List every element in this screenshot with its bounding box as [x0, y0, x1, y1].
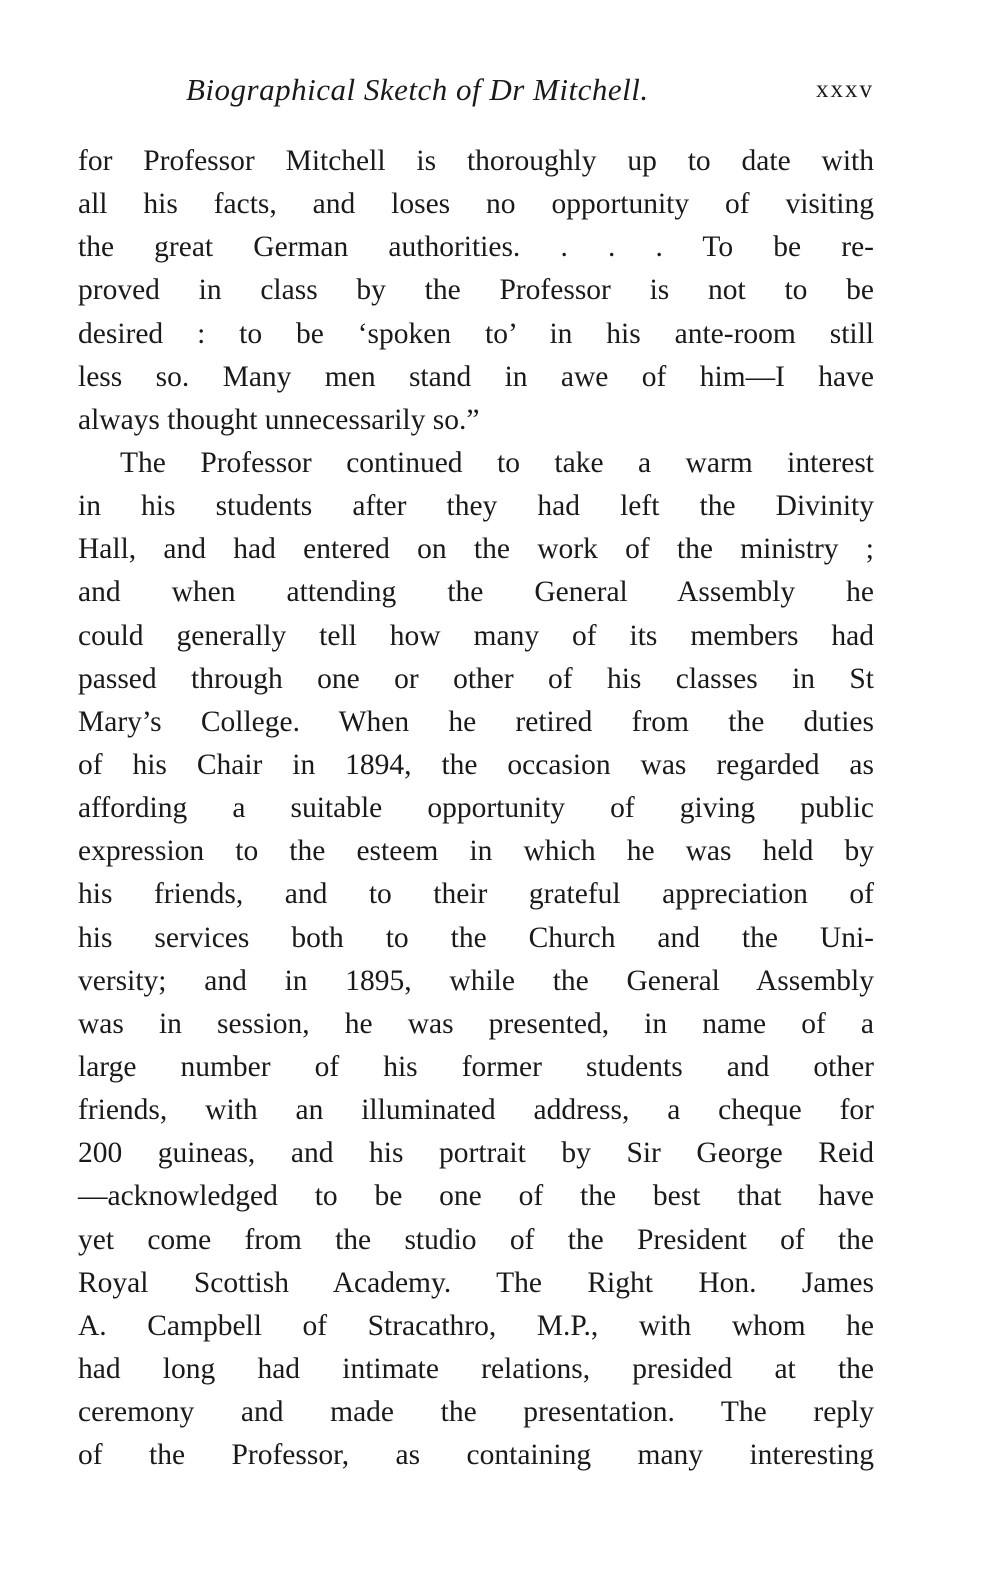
text-line: Mary’s College. When he retired from the duties [78, 705, 874, 738]
text-line: 200 guineas, and his portrait by Sir George Reid [78, 1137, 874, 1170]
text-line: less so. Many men stand in awe of him—I have [78, 360, 874, 393]
text-line: Hall, and had entered on the work of the ministry ; [78, 533, 874, 566]
text-line: the great German authorities. . . . To be re- [78, 231, 874, 264]
text-line: yet come from the studio of the President of the [78, 1223, 874, 1256]
text-line: for Professor Mitchell is thoroughly up to date with [78, 145, 874, 177]
text-line: desired : to be ‘spoken to’ in his ante-room still [78, 317, 874, 350]
text-line: in his students after they had left the Divinity [78, 490, 874, 523]
text-line: versity; and in 1895, while the General Assembly [78, 964, 874, 997]
text-line: Royal Scottish Academy. The Right Hon. James [78, 1266, 874, 1299]
text-line: and when attending the General Assembly he [78, 576, 874, 609]
text-line: of his Chair in 1894, the occasion was regarded as [78, 748, 874, 781]
text-line: of the Professor, as containing many interesting [78, 1439, 874, 1472]
text-line: affording a suitable opportunity of giving public [78, 792, 874, 825]
paragraph-start-line: The Professor continued to take a warm interest [120, 446, 874, 479]
page-number: xxxv [816, 76, 874, 103]
text-line: A. Campbell of Stracathro, M.P., with whom he [78, 1309, 874, 1342]
text-line: had long had intimate relations, presided at the [78, 1352, 874, 1385]
text-line: large number of his former students and other [78, 1050, 874, 1083]
text-line: always thought unnecessarily so.” [78, 403, 480, 436]
body-text [78, 140, 874, 1477]
text-line: friends, with an illuminated address, a cheque for [78, 1094, 874, 1127]
text-line: his services both to the Church and the Uni- [78, 921, 874, 954]
text-line: was in session, he was presented, in name of a [78, 1007, 874, 1040]
text-line: proved in class by the Professor is not to be [78, 274, 874, 307]
text-line: ceremony and made the presentation. The reply [78, 1396, 874, 1429]
running-title: Biographical Sketch of Dr Mitchell. [186, 72, 649, 107]
text-line: passed through one or other of his classes in St [78, 662, 874, 695]
running-header [186, 72, 874, 116]
text-line: his friends, and to their grateful appreciation of [78, 878, 874, 911]
text-line: could generally tell how many of its members had [78, 619, 874, 652]
text-line: expression to the esteem in which he was held by [78, 835, 874, 868]
text-line: all his facts, and loses no opportunity of visiting [78, 188, 874, 221]
text-line: —acknowledged to be one of the best that have [78, 1180, 874, 1213]
